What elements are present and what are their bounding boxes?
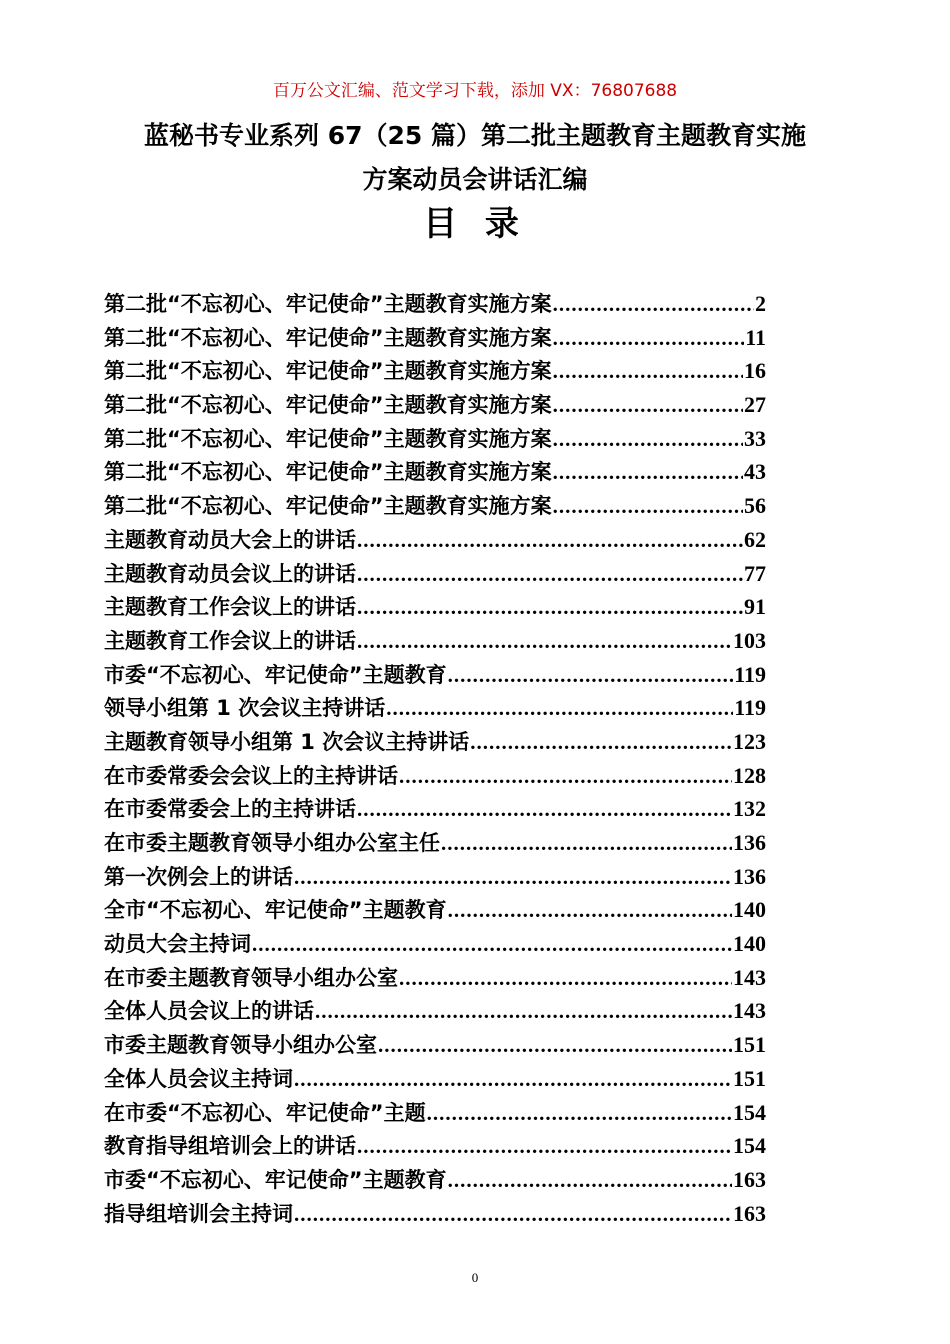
toc-entry-title: 第二批“不忘初心、牢记使命”主题教育实施方案 — [104, 494, 552, 519]
toc-dot-leader — [294, 1067, 732, 1092]
toc-entry-title: 全体人员会议主持词 — [104, 1066, 293, 1091]
toc-entry[interactable] — [104, 726, 766, 760]
header-note: 百万公文汇编、范文学习下载，添加 VX：76807688 — [272, 81, 678, 101]
toc-dot-leader — [441, 831, 732, 856]
toc-entry-title: 在市委主题教育领导小组办公室主任 — [104, 831, 440, 855]
toc-dot-leader — [357, 595, 743, 620]
toc-dot-leader — [315, 999, 732, 1024]
toc-dot-leader — [252, 932, 732, 957]
toc-dot-leader — [399, 966, 732, 991]
toc-entry-page: 91 — [744, 594, 766, 620]
toc-entry-page: 43 — [744, 459, 766, 485]
toc-dot-leader — [553, 359, 743, 384]
toc-entry-page: 77 — [744, 560, 766, 586]
toc-dot-leader — [553, 292, 754, 317]
toc-dot-leader — [378, 1033, 732, 1058]
toc-entry[interactable] — [104, 861, 766, 895]
toc-entry-page: 11 — [745, 324, 766, 350]
toc-entry-page: 2 — [755, 291, 766, 316]
toc-entry-page: 56 — [744, 493, 766, 519]
toc-dot-leader — [553, 393, 743, 418]
toc-entry-title: 第二批“不忘初心、牢记使命”主题教育实施方案 — [104, 426, 552, 451]
toc-entry-title: 第二批“不忘初心、牢记使命”主题教育实施方案 — [104, 359, 552, 384]
toc-dot-leader — [448, 898, 732, 923]
toc-entry[interactable] — [104, 692, 766, 726]
toc-entry[interactable] — [104, 1029, 766, 1063]
document-title — [80, 114, 870, 202]
toc-heading: 目 录 — [423, 204, 527, 244]
toc-entry-page: 119 — [734, 661, 766, 687]
toc-entry-page: 119 — [734, 695, 766, 721]
toc-entry[interactable] — [104, 760, 766, 794]
toc-entry[interactable] — [104, 591, 766, 625]
toc-entry-title: 市委“不忘初心、牢记使命”主题教育 — [104, 1167, 447, 1192]
toc-entry[interactable] — [104, 322, 766, 356]
toc-entry[interactable] — [104, 490, 766, 524]
toc-entry-title: 第一次例会上的讲话 — [104, 864, 293, 889]
toc-entry[interactable] — [104, 355, 766, 389]
toc-entry-page: 128 — [733, 762, 766, 788]
toc-dot-leader — [448, 1168, 732, 1193]
toc-entry[interactable] — [104, 625, 766, 659]
toc-entry-page: 16 — [744, 358, 766, 384]
toc-entry-page: 151 — [733, 1065, 766, 1091]
title-line-1: 蓝秘书专业系列 67（25 篇）第二批主题教育主题教育实施 — [144, 121, 806, 150]
toc-entry[interactable] — [104, 659, 766, 693]
toc-entry[interactable] — [104, 827, 766, 861]
toc-entry-page: 154 — [733, 1099, 766, 1125]
toc-entry[interactable] — [104, 456, 766, 490]
toc-entry-page: 163 — [733, 1200, 766, 1226]
toc-entry[interactable] — [104, 1097, 766, 1131]
toc-entry[interactable] — [104, 524, 766, 558]
toc-entry-title: 领导小组第 1 次会议主持讲话 — [104, 696, 386, 721]
toc-entry-page: 103 — [733, 627, 766, 653]
toc-entry-title: 主题教育工作会议上的讲话 — [104, 595, 356, 620]
toc-entry-page: 33 — [744, 425, 766, 451]
toc-entry-title: 在市委“不忘初心、牢记使命”主题 — [104, 1100, 426, 1125]
toc-entry[interactable] — [104, 1130, 766, 1164]
toc-dot-leader — [553, 427, 743, 452]
toc-entry[interactable] — [104, 962, 766, 996]
toc-entry-page: 140 — [733, 897, 766, 923]
toc-entry-title: 市委主题教育领导小组办公室 — [104, 1033, 377, 1058]
toc-entry-page: 27 — [744, 392, 766, 418]
toc-entry[interactable] — [104, 389, 766, 423]
toc-entry-page: 140 — [733, 931, 766, 957]
toc-dot-leader — [357, 629, 732, 654]
toc-entry-title: 主题教育动员大会上的讲话 — [104, 527, 356, 552]
title-line-2: 方案动员会讲话汇编 — [362, 165, 588, 194]
toc-entry-title: 在市委主题教育领导小组办公室 — [104, 965, 398, 990]
toc-entry-page: 151 — [733, 1032, 766, 1058]
toc-dot-leader — [553, 460, 743, 485]
table-of-contents — [104, 288, 766, 1231]
toc-dot-leader — [357, 1134, 732, 1159]
toc-dot-leader — [399, 764, 732, 789]
toc-entry-title: 第二批“不忘初心、牢记使命”主题教育实施方案 — [104, 325, 552, 350]
toc-entry-title: 主题教育领导小组第 1 次会议主持讲话 — [104, 729, 470, 754]
toc-entry-page: 143 — [733, 964, 766, 990]
toc-entry[interactable] — [104, 793, 766, 827]
toc-entry[interactable] — [104, 928, 766, 962]
toc-entry-title: 指导组培训会主持词 — [104, 1201, 293, 1226]
toc-entry-title: 第二批“不忘初心、牢记使命”主题教育实施方案 — [104, 292, 552, 316]
toc-dot-leader — [386, 696, 733, 721]
toc-entry[interactable] — [104, 894, 766, 928]
toc-entry[interactable] — [104, 1164, 766, 1198]
toc-entry-page: 132 — [733, 796, 766, 822]
toc-entry-page: 163 — [733, 1166, 766, 1192]
toc-dot-leader — [357, 797, 732, 822]
toc-entry-page: 136 — [733, 863, 766, 889]
toc-entry-title: 全市“不忘初心、牢记使命”主题教育 — [104, 898, 447, 923]
toc-entry-page: 123 — [733, 728, 766, 754]
toc-entry[interactable] — [104, 1063, 766, 1097]
toc-dot-leader — [357, 562, 743, 587]
toc-dot-leader — [294, 865, 732, 890]
toc-entry[interactable] — [104, 423, 766, 457]
toc-entry[interactable] — [104, 995, 766, 1029]
page-number: 0 — [471, 1270, 479, 1285]
toc-entry-title: 第二批“不忘初心、牢记使命”主题教育实施方案 — [104, 393, 552, 418]
toc-dot-leader — [427, 1101, 732, 1126]
toc-entry[interactable] — [104, 1198, 766, 1232]
toc-entry[interactable] — [104, 558, 766, 592]
toc-entry-title: 主题教育工作会议上的讲话 — [104, 628, 356, 653]
toc-entry-title: 在市委常委会上的主持讲话 — [104, 797, 356, 822]
toc-entry-page: 143 — [733, 998, 766, 1024]
toc-entry-title: 全体人员会议上的讲话 — [104, 999, 314, 1024]
toc-dot-leader — [294, 1202, 732, 1227]
toc-dot-leader — [470, 730, 732, 755]
toc-dot-leader — [553, 494, 743, 519]
toc-entry-title: 动员大会主持词 — [104, 932, 251, 957]
toc-entry-title: 在市委常委会会议上的主持讲话 — [104, 763, 398, 788]
toc-entry-title: 市委“不忘初心、牢记使命”主题教育 — [104, 662, 447, 687]
toc-dot-leader — [553, 326, 745, 351]
toc-dot-leader — [357, 528, 743, 553]
toc-entry-title: 教育指导组培训会上的讲话 — [104, 1134, 356, 1159]
toc-entry-page: 62 — [744, 526, 766, 552]
toc-entry-title: 第二批“不忘初心、牢记使命”主题教育实施方案 — [104, 460, 552, 485]
toc-entry-title: 主题教育动员会议上的讲话 — [104, 561, 356, 586]
toc-entry-page: 136 — [733, 830, 766, 855]
toc-dot-leader — [448, 663, 734, 688]
toc-entry-page: 154 — [733, 1133, 766, 1159]
toc-entry[interactable] — [104, 288, 766, 322]
